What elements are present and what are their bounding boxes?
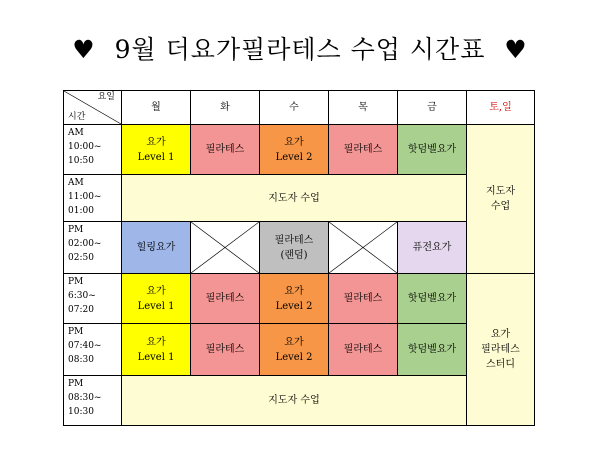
table-row (64, 175, 535, 222)
day-header-wed: 수 (260, 91, 329, 125)
time-cell: PM 6:30~ 07:20 (64, 274, 122, 324)
class-cell-instructor: 지도자 수업 (122, 376, 467, 426)
header-row (64, 91, 535, 125)
class-cell-pilates: 필라테스 (329, 324, 398, 376)
table-row (64, 125, 535, 175)
corner-header (64, 91, 122, 125)
class-cell-instructor: 지도자 수업 (122, 175, 467, 222)
page-title (0, 30, 600, 66)
day-header-thu: 목 (329, 91, 398, 125)
class-cell-pilates-random: 필라테스 (랜덤) (260, 222, 329, 274)
class-cell-healing-yoga: 힐링요가 (122, 222, 191, 274)
class-cell-pilates: 필라테스 (191, 324, 260, 376)
table-row (64, 222, 535, 274)
title-text: 9월 더요가필라테스 수업 시간표 (114, 35, 486, 64)
corner-day-label: 요일 (97, 92, 115, 102)
class-cell-yoga-level2: 요가 Level 2 (260, 324, 329, 376)
table-row (64, 376, 535, 426)
weekend-cell-instructor: 지도자 수업 (467, 125, 535, 274)
cross-icon (329, 222, 397, 273)
class-cell-hot-yoga: 핫덤벨요가 (398, 274, 467, 324)
day-header-tue: 화 (191, 91, 260, 125)
time-cell: PM 07:40~ 08:30 (64, 324, 122, 376)
class-cell-pilates: 필라테스 (191, 274, 260, 324)
heart-icon: ♥ (72, 35, 96, 64)
time-cell: AM 11:00~ 01:00 (64, 175, 122, 222)
weekend-cell-study: 요가 필라테스 스터디 (467, 274, 535, 426)
class-cell-yoga-level2: 요가 Level 2 (260, 274, 329, 324)
class-cell-pilates: 필라테스 (329, 125, 398, 175)
cross-icon (191, 222, 259, 273)
heart-icon: ♥ (504, 35, 528, 64)
class-cell-yoga-level2: 요가 Level 2 (260, 125, 329, 175)
class-cell-fusion-yoga: 퓨전요가 (398, 222, 467, 274)
corner-time-label: 시간 (68, 112, 86, 122)
time-cell: PM 08:30~ 10:30 (64, 376, 122, 426)
class-cell-yoga-level1: 요가 Level 1 (122, 125, 191, 175)
class-cell-yoga-level1: 요가 Level 1 (122, 274, 191, 324)
class-cell-pilates: 필라테스 (329, 274, 398, 324)
class-cell-hot-yoga: 핫덤벨요가 (398, 324, 467, 376)
table-row (64, 324, 535, 376)
day-header-fri: 금 (398, 91, 467, 125)
class-cell-pilates: 필라테스 (191, 125, 260, 175)
table-row (64, 274, 535, 324)
class-cell-hot-yoga: 핫덤벨요가 (398, 125, 467, 175)
schedule-table (63, 90, 535, 426)
day-header-weekend: 토,일 (467, 91, 535, 125)
empty-cell-crossed (329, 222, 398, 274)
empty-cell-crossed (191, 222, 260, 274)
class-cell-yoga-level1: 요가 Level 1 (122, 324, 191, 376)
time-cell: AM 10:00~ 10:50 (64, 125, 122, 175)
time-cell: PM 02:00~ 02:50 (64, 222, 122, 274)
day-header-mon: 월 (122, 91, 191, 125)
